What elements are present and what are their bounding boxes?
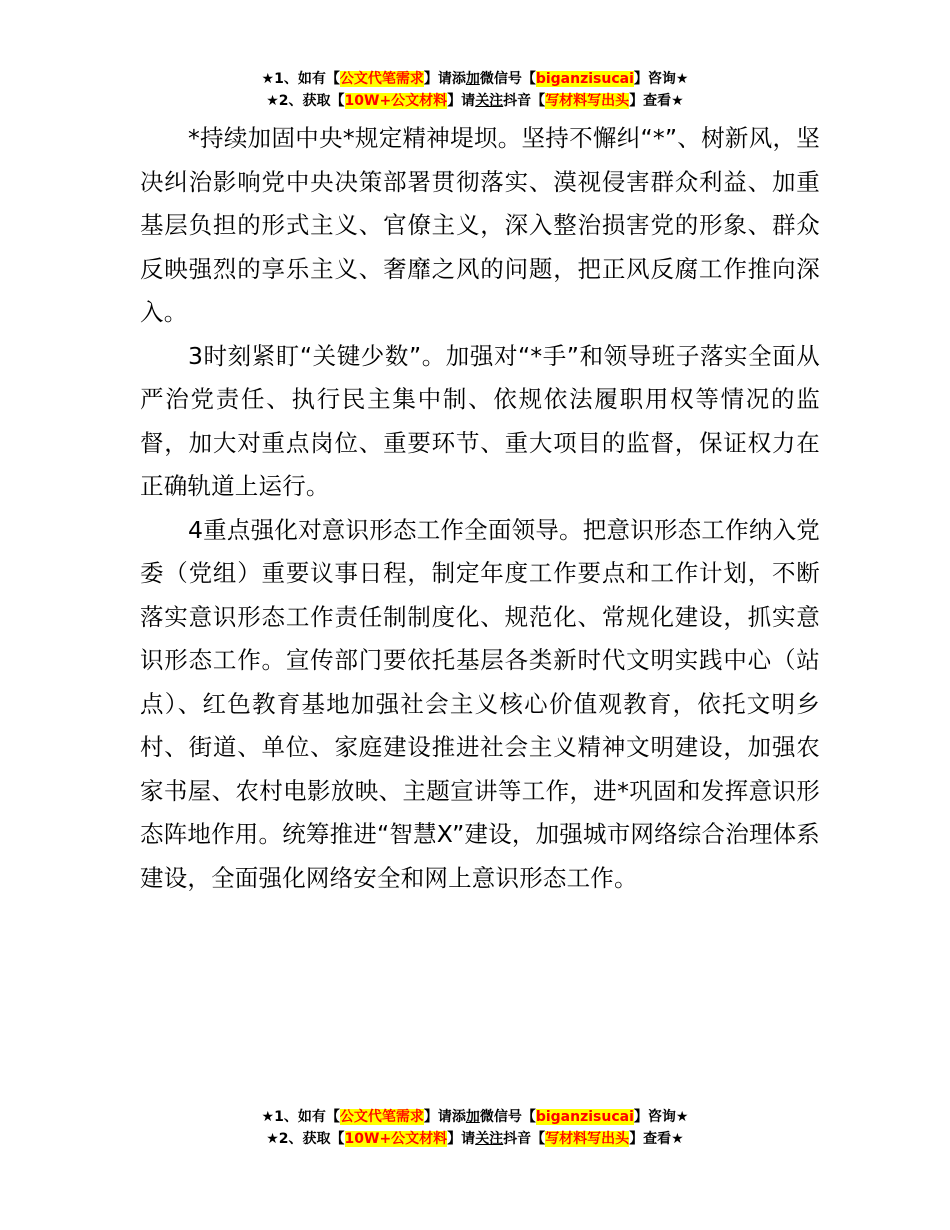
banner-highlight: 公文代笔需求 (339, 71, 424, 87)
banner-highlight: 10W+公文材料 (344, 1131, 448, 1147)
banner-text: 】请 (447, 1131, 476, 1147)
banner-highlight: 10W+公文材料 (344, 93, 448, 109)
banner-line-2 (0, 1128, 950, 1150)
banner-text: 微信号【 (479, 1109, 536, 1125)
banner-text: 微信号【 (479, 71, 536, 87)
banner-text: 】请添 (423, 1109, 466, 1125)
banner-highlight-wechat-id: biganzisucai (535, 71, 634, 87)
banner-text: ★1、如有【 (261, 71, 340, 87)
banner-text: 】查看★ (629, 1131, 684, 1147)
banner-text: 】查看★ (629, 93, 684, 109)
banner-text: 抖音【 (503, 93, 546, 109)
header-banner (0, 68, 950, 112)
banner-underline: 关注 (475, 1131, 504, 1147)
banner-underline: 加 (465, 71, 480, 87)
banner-text: ★1、如有【 (261, 1109, 340, 1125)
banner-line-2 (0, 90, 950, 112)
paragraph-3: 4重点强化对意识形态工作全面领导。把意识形态工作纳入党委（党组）重要议事日程，制定年度工作要点和工作计划，不断落实意识形态工作责任制制度化、规范化、常规化建设，抓实意识形态工作。宣传部门要依托基层各类新时代文明实践中心（站点）、红色教育基地加强社会主义核心价值观教育，依托文明乡村、街道、单位、家庭建设推进社会主义精神文明建设，加强农家书屋、农村电影放映、主题宣讲等工作，进*巩固和发挥意识形态阵地作用。统筹推进“智慧X”建设，加强城市网络综合治理体系建设，全面强化网络安全和网上意识形态工作。 (140, 515, 820, 892)
banner-text: 】请 (447, 93, 476, 109)
banner-text: 】请添 (423, 71, 466, 87)
banner-text: 抖音【 (503, 1131, 546, 1147)
banner-underline: 加 (465, 1109, 480, 1125)
banner-line-1 (0, 68, 950, 90)
banner-text: ★2、获取【 (266, 93, 345, 109)
banner-line-1 (0, 1106, 950, 1128)
banner-highlight-wechat-id: biganzisucai (535, 1109, 634, 1125)
paragraph-1: *持续加固中央*规定精神堤坝。坚持不懈纠“*”、树新风，坚决纠治影响党中央决策部署贯彻落实、漠视侵害群众利益、加重基层负担的形式主义、官僚主义，深入整治损害党的形象、群众反映强烈的享乐主义、奢靡之风的问题，把正风反腐工作推向深入。 (140, 124, 820, 326)
document-body (140, 117, 820, 900)
paragraph-2: 3时刻紧盯“关键少数”。加强对“*手”和领导班子落实全面从严治党责任、执行民主集中制、依规依法履职用权等情况的监督，加大对重点岗位、重要环节、重大项目的监督，保证权力在正确轨道上运行。 (140, 341, 820, 500)
banner-underline: 关注 (475, 93, 504, 109)
banner-text: 】咨询★ (633, 71, 689, 87)
banner-text: ★2、获取【 (266, 1131, 345, 1147)
banner-highlight-douyin: 写材料写出头 (545, 1131, 630, 1147)
footer-banner (0, 1106, 950, 1150)
banner-text: 】咨询★ (633, 1109, 689, 1125)
banner-highlight-douyin: 写材料写出头 (545, 93, 630, 109)
banner-highlight: 公文代笔需求 (339, 1109, 424, 1125)
